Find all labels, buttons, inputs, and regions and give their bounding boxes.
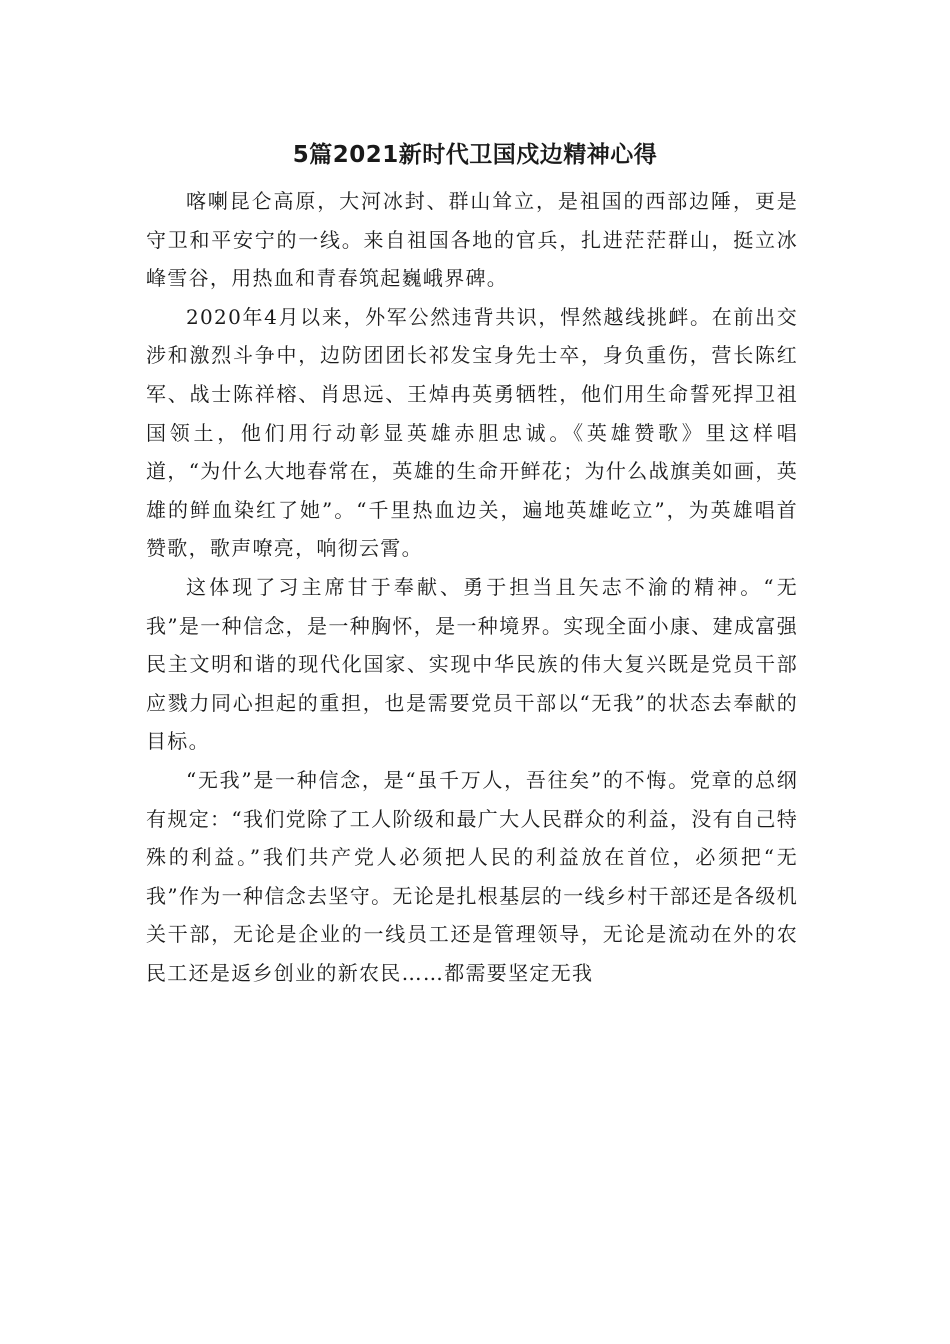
document-body (146, 182, 798, 992)
document-title: 5篇2021新时代卫国戍边精神心得 (292, 142, 658, 168)
paragraph-2: 2020年4月以来，外军公然违背共识，悍然越线挑衅。在前出交涉和激烈斗争中，边防团团长祁发宝身先士卒，身负重伤，营长陈红军、战士陈祥榕、肖思远、王焯冉英勇牺牲，他们用生命誓死捍卫祖国领土，他们用行动彰显英雄赤胆忠诚。《英雄赞歌》里这样唱道，“为什么大地春常在，英雄的生命开鲜花；为什么战旗美如画，英雄的鲜血染红了她”。“千里热血边关，遍地英雄屹立”，为英雄唱首赞歌，歌声嘹亮，响彻云霄。 (146, 304, 798, 561)
paragraph-3: 这体现了习主席甘于奉献、勇于担当且矢志不渝的精神。“无我”是一种信念，是一种胸怀，是一种境界。实现全面小康、建成富强民主文明和谐的现代化国家、实现中华民族的伟大复兴既是党员干部应戮力同心担起的重担，也是需要党员干部以“无我”的状态去奉献的目标。 (146, 574, 798, 754)
paragraph-1: 喀喇昆仑高原，大河冰封、群山耸立，是祖国的西部边陲，更是守卫和平安宁的一线。来自祖国各地的官兵，扎进茫茫群山，挺立冰峰雪谷，用热血和青春筑起巍峨界碑。 (146, 189, 798, 291)
paragraph-4: “无我”是一种信念，是“虽千万人，吾往矣”的不悔。党章的总纲有规定：“我们党除了工人阶级和最广大人民群众的利益，没有自己特殊的利益。”我们共产党人必须把人民的利益放在首位，必须把“无我”作为一种信念去坚守。无论是扎根基层的一线乡村干部还是各级机关干部，无论是企业的一线员工还是管理领导，无论是流动在外的农民工还是返乡创业的新农民……都需要坚定无我 (146, 767, 798, 985)
